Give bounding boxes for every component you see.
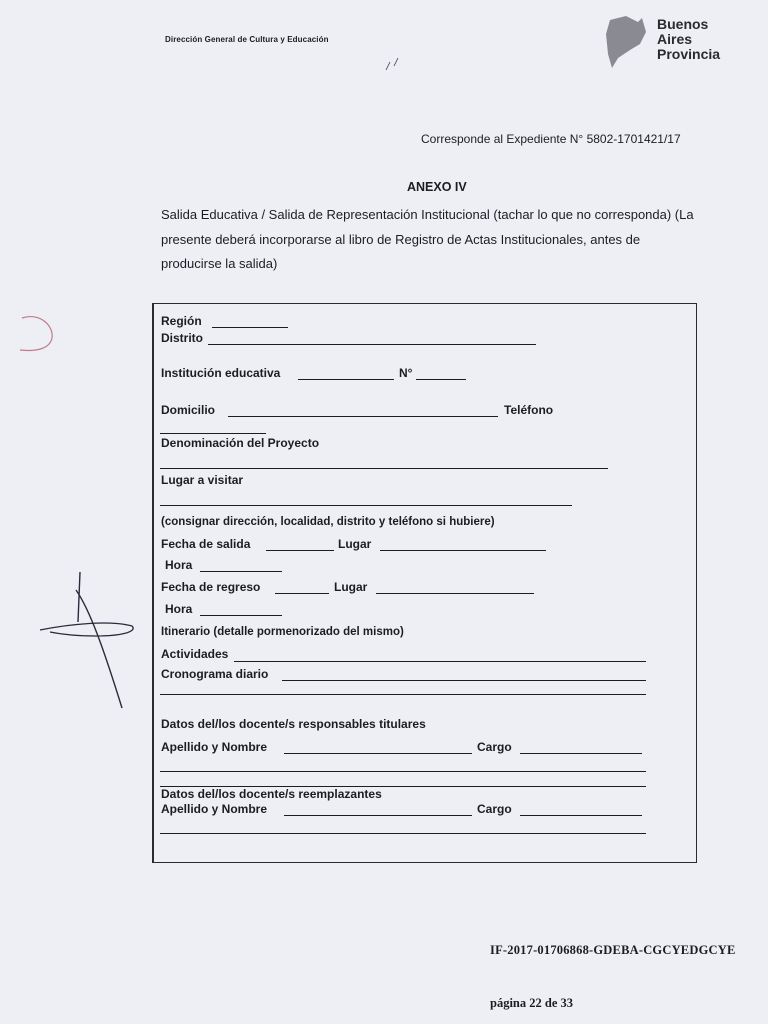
cronograma-field[interactable] <box>282 680 646 681</box>
logo-line-2: Aires <box>657 31 693 47</box>
hora-regreso-label: Hora <box>165 602 193 616</box>
cargo-titular-label: Cargo <box>477 740 512 754</box>
fecha-salida-label: Fecha de salida <box>161 537 251 551</box>
distrito-field[interactable] <box>208 344 536 345</box>
datos-reemplazantes-label: Datos del/los docente/s reemplazantes <box>161 787 382 801</box>
cargo-reemplazante-field[interactable] <box>520 815 642 816</box>
cronograma-label: Cronograma diario <box>161 667 269 681</box>
telefono-field[interactable] <box>160 433 266 434</box>
region-label: Región <box>161 314 202 328</box>
page-number: página 22 de 33 <box>490 996 574 1010</box>
domicilio-label: Domicilio <box>161 403 216 417</box>
region-field[interactable] <box>212 327 288 328</box>
province-logo-text <box>657 17 720 62</box>
institution-header: Dirección General de Cultura y Educación <box>165 35 329 44</box>
logo-line-1: Buenos <box>657 16 709 32</box>
numero-label: N° <box>399 366 413 380</box>
cronograma-field-2[interactable] <box>160 694 646 695</box>
cargo-titular-field[interactable] <box>520 753 642 754</box>
apellido-reemplazante-label: Apellido y Nombre <box>161 802 268 816</box>
document-id: IF-2017-01706868-GDEBA-CGCYEDGCYE <box>490 943 736 957</box>
distrito-label: Distrito <box>161 331 203 345</box>
titular-extra-line-1[interactable] <box>160 771 646 772</box>
datos-titulares-label: Datos del/los docente/s responsables titulares <box>161 717 426 731</box>
hora-salida-field[interactable] <box>200 571 282 572</box>
numero-field[interactable] <box>416 379 466 380</box>
telefono-label: Teléfono <box>504 403 554 417</box>
hora-regreso-field[interactable] <box>200 615 282 616</box>
actividades-label: Actividades <box>161 647 229 661</box>
lugar-regreso-field[interactable] <box>376 593 534 594</box>
institucion-label: Institución educativa <box>161 366 281 380</box>
denominacion-field[interactable] <box>160 468 608 469</box>
consignar-note: (consignar dirección, localidad, distrito y teléfono si hubiere) <box>161 516 495 528</box>
hora-salida-label: Hora <box>165 558 193 572</box>
fecha-regreso-field[interactable] <box>275 593 329 594</box>
lugar-regreso-label: Lugar <box>334 580 368 594</box>
fecha-regreso-label: Fecha de regreso <box>161 580 261 594</box>
lugar-visitar-field[interactable] <box>160 505 572 506</box>
apellido-titular-label: Apellido y Nombre <box>161 740 268 754</box>
apellido-titular-field[interactable] <box>284 753 472 754</box>
intro-paragraph: Salida Educativa / Salida de Representación Institucional (tachar lo que no corresponda) (La presente deberá incorporarse al libro de Registro de Actas Institucionales, antes de producirse la salida) <box>161 207 694 271</box>
itinerario-label: Itinerario (detalle pormenorizado del mismo) <box>161 626 404 638</box>
lugar-visitar-label: Lugar a visitar <box>161 473 244 487</box>
annex-title: ANEXO IV <box>407 180 467 194</box>
logo-line-3: Provincia <box>657 46 721 62</box>
cargo-reemplazante-label: Cargo <box>477 802 512 816</box>
actividades-field[interactable] <box>234 661 646 662</box>
apellido-reemplazante-field[interactable] <box>284 815 472 816</box>
province-map-logo-icon <box>604 14 648 70</box>
reemplazante-extra-line[interactable] <box>160 833 646 834</box>
lugar-salida-field[interactable] <box>380 550 546 551</box>
lugar-salida-label: Lugar <box>338 537 372 551</box>
denominacion-label: Denominación del Proyecto <box>161 436 320 450</box>
fecha-salida-field[interactable] <box>266 550 334 551</box>
expediente-number: Corresponde al Expediente N° 5802-1701421/17 <box>421 132 681 146</box>
institucion-field[interactable] <box>298 379 394 380</box>
domicilio-field[interactable] <box>228 416 498 417</box>
